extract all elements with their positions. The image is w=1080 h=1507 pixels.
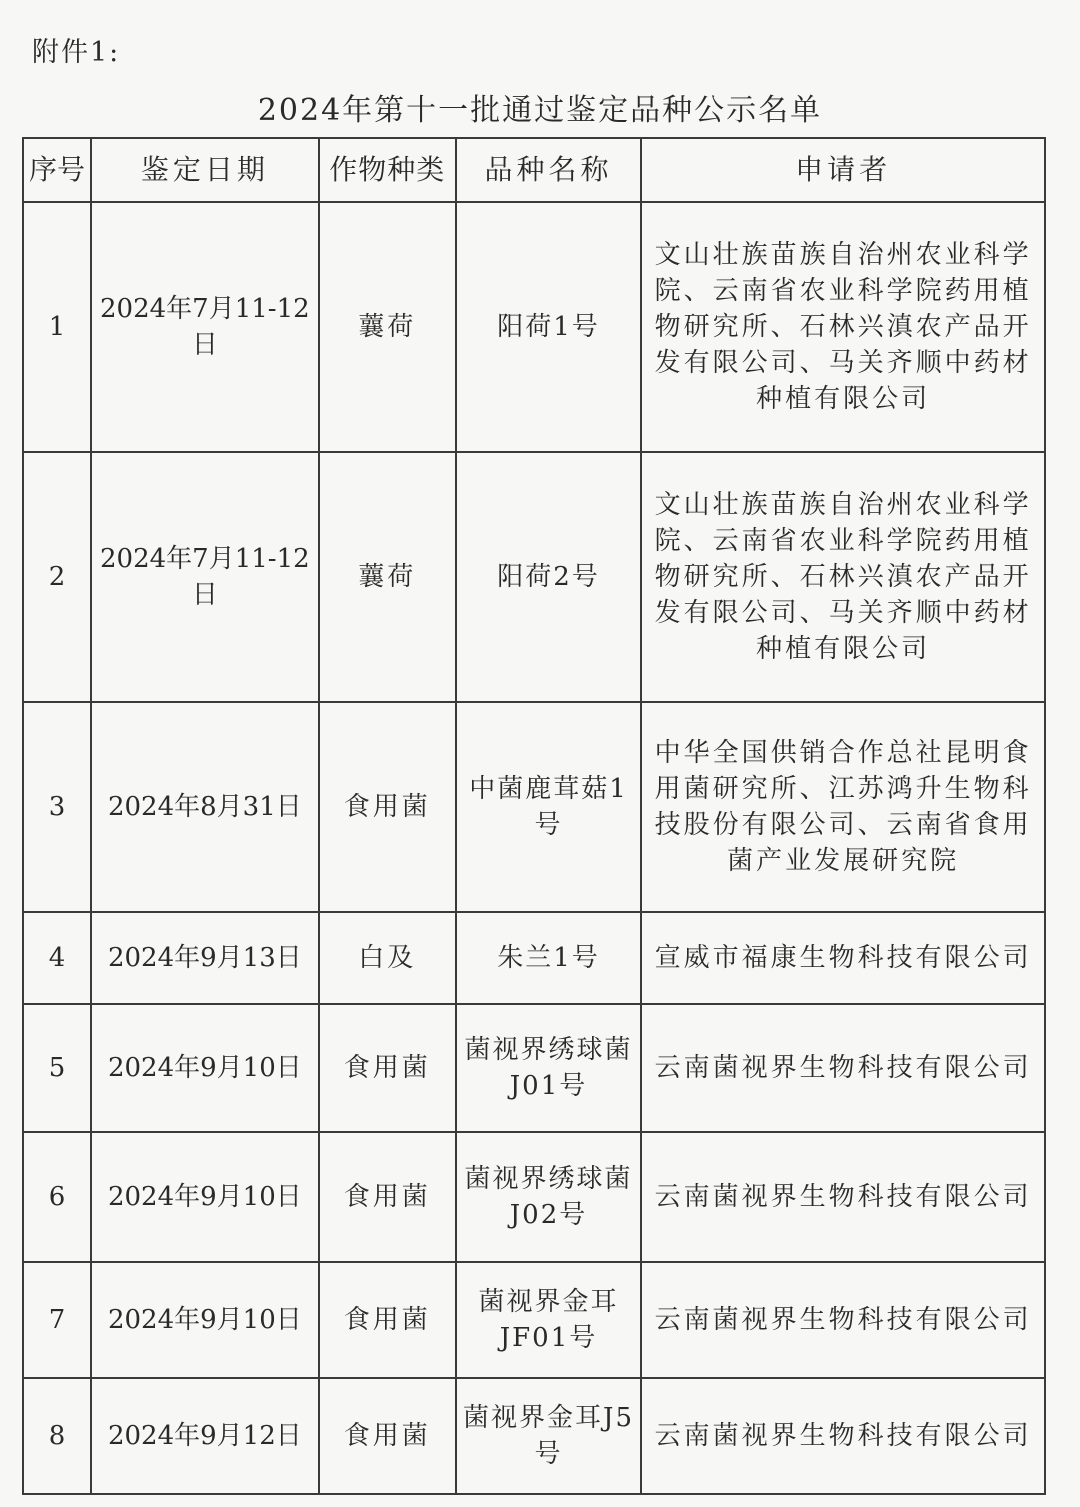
row-date: 2024年7月11-12日 (91, 202, 318, 452)
row-applicant: 云南菌视界生物科技有限公司 (641, 1132, 1045, 1262)
row-crop: 食用菌 (319, 1262, 456, 1378)
row-crop: 蘘荷 (319, 202, 456, 452)
row-variety: 中菌鹿茸菇1号 (456, 702, 641, 912)
row-date: 2024年8月31日 (91, 702, 318, 912)
table-row (23, 702, 1045, 912)
row-serial-no: 4 (23, 912, 91, 1004)
row-serial-no: 8 (23, 1378, 91, 1494)
attachment-label: 附件1: (32, 37, 121, 68)
header-date: 鉴定日期 (91, 138, 318, 202)
row-variety: 菌视界金耳J5号 (456, 1378, 641, 1494)
row-applicant: 中华全国供销合作总社昆明食用菌研究所、江苏鸿升生物科技股份有限公司、云南省食用菌产业发展研究院 (641, 702, 1045, 912)
row-variety: 菌视界绣球菌J01号 (456, 1004, 641, 1132)
row-serial-no: 2 (23, 452, 91, 702)
row-crop: 蘘荷 (319, 452, 456, 702)
row-crop: 食用菌 (319, 1132, 456, 1262)
table-row (23, 1132, 1045, 1262)
table-row (23, 1378, 1045, 1494)
row-serial-no: 5 (23, 1004, 91, 1132)
table-row (23, 1262, 1045, 1378)
row-date: 2024年9月13日 (91, 912, 318, 1004)
row-variety: 菌视界绣球菌J02号 (456, 1132, 641, 1262)
row-serial-no: 6 (23, 1132, 91, 1262)
row-crop: 白及 (319, 912, 456, 1004)
row-serial-no: 1 (23, 202, 91, 452)
header-crop: 作物种类 (319, 138, 456, 202)
row-date: 2024年7月11-12日 (91, 452, 318, 702)
header-variety: 品种名称 (456, 138, 641, 202)
row-applicant: 云南菌视界生物科技有限公司 (641, 1378, 1045, 1494)
table-row (23, 912, 1045, 1004)
row-applicant: 云南菌视界生物科技有限公司 (641, 1262, 1045, 1378)
row-applicant: 文山壮族苗族自治州农业科学院、云南省农业科学院药用植物研究所、石林兴滇农产品开发有限公司、马关齐顺中药材种植有限公司 (641, 452, 1045, 702)
variety-table (22, 137, 1046, 1495)
row-date: 2024年9月10日 (91, 1262, 318, 1378)
document-title: 2024年第十一批通过鉴定品种公示名单 (257, 93, 823, 128)
row-variety: 阳荷1号 (456, 202, 641, 452)
row-applicant: 云南菌视界生物科技有限公司 (641, 1004, 1045, 1132)
row-variety: 菌视界金耳JF01号 (456, 1262, 641, 1378)
row-date: 2024年9月10日 (91, 1132, 318, 1262)
row-serial-no: 7 (23, 1262, 91, 1378)
row-date: 2024年9月10日 (91, 1004, 318, 1132)
row-applicant: 宣威市福康生物科技有限公司 (641, 912, 1045, 1004)
table-header-row (23, 138, 1045, 202)
table-row (23, 202, 1045, 452)
row-crop: 食用菌 (319, 702, 456, 912)
row-crop: 食用菌 (319, 1378, 456, 1494)
table-row (23, 452, 1045, 702)
table-row (23, 1004, 1045, 1132)
header-applicant: 申请者 (641, 138, 1045, 202)
row-variety: 朱兰1号 (456, 912, 641, 1004)
row-variety: 阳荷2号 (456, 452, 641, 702)
header-serial-no: 序号 (23, 138, 91, 202)
row-date: 2024年9月12日 (91, 1378, 318, 1494)
row-applicant: 文山壮族苗族自治州农业科学院、云南省农业科学院药用植物研究所、石林兴滇农产品开发有限公司、马关齐顺中药材种植有限公司 (641, 202, 1045, 452)
row-crop: 食用菌 (319, 1004, 456, 1132)
row-serial-no: 3 (23, 702, 91, 912)
